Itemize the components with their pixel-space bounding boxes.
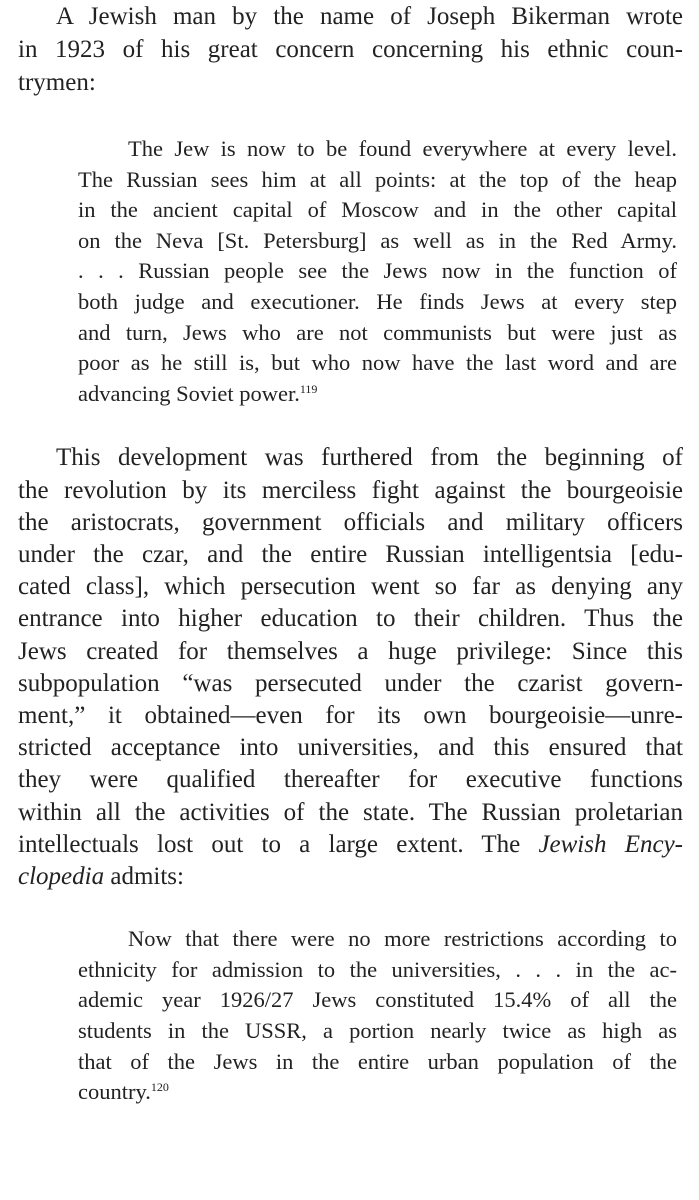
footnote-marker: 120 xyxy=(150,1080,169,1095)
text-line: they were qualified thereafter for executive functions xyxy=(18,766,683,794)
body-paragraph xyxy=(18,442,683,893)
text-line: cated class], which persecution went so far as denying any xyxy=(18,573,683,601)
quote-line: that of the Jews in the entire urban population of the xyxy=(78,1048,677,1074)
quote-line xyxy=(78,379,677,410)
text-line: stricted acceptance into universities, and this ensured that xyxy=(18,734,683,762)
quote-line: poor as he still is, but who now have the last word and are xyxy=(78,350,677,376)
text-line: the revolution by its merciless fight against the bourgeoisie xyxy=(18,476,683,504)
block-quote-bikerman xyxy=(78,134,677,409)
text-line: under the czar, and the entire Russian intelligentsia [edu- xyxy=(18,540,683,568)
text-line: subpopulation “was persecuted under the czarist govern- xyxy=(18,669,683,697)
text-run: admits: xyxy=(104,862,184,890)
text-line: A Jewish man by the name of Joseph Bikerman wrote xyxy=(56,3,683,30)
quote-line: students in the USSR, a portion nearly twice as high as xyxy=(78,1017,677,1043)
text-line: entrance into higher education to their children. Thus the xyxy=(18,605,683,633)
text-line: within all the activities of the state. The Russian proletarian xyxy=(18,798,683,826)
quote-line: ademic year 1926/27 Jews constituted 15.4% of all the xyxy=(78,987,677,1013)
quote-line: ethnicity for admission to the universities, . . . in the ac- xyxy=(78,956,677,982)
quote-line: . . . Russian people see the Jews now in the function of xyxy=(78,258,677,284)
text-line: ment,” it obtained—even for its own bourgeoisie—unre- xyxy=(18,701,683,729)
text-line: the aristocrats, government officials and military officers xyxy=(18,508,683,536)
book-title-italic: clopedia xyxy=(18,862,105,890)
quote-last-text: advancing Soviet power. xyxy=(78,380,300,406)
quote-last-text: country. xyxy=(78,1079,151,1105)
text-run: intellectuals lost out to a large extent. The xyxy=(18,830,539,858)
text-line xyxy=(18,861,683,893)
text-line: Jews created for themselves a huge privilege: Since this xyxy=(18,637,683,665)
text-line: trymen: xyxy=(18,69,96,96)
intro-paragraph xyxy=(18,0,683,99)
quote-line: and turn, Jews who are not communists but were just as xyxy=(78,319,677,345)
text-line xyxy=(18,829,683,861)
quote-line: Now that there were no more restrictions according to xyxy=(128,926,677,952)
quote-line xyxy=(78,1077,677,1108)
footnote-marker: 119 xyxy=(299,381,318,396)
text-line: This development was furthered from the beginning of xyxy=(56,444,683,472)
book-title-italic: Jewish Ency- xyxy=(538,830,683,858)
quote-line: both judge and executioner. He finds Jews at every step xyxy=(78,288,677,314)
quote-line: on the Neva [St. Petersburg] as well as in the Red Army. xyxy=(78,227,677,253)
block-quote-encyclopedia xyxy=(78,924,677,1108)
text-line: in 1923 of his great concern concerning his ethnic coun- xyxy=(18,36,683,63)
quote-line: The Russian sees him at all points: at the top of the heap xyxy=(78,166,677,192)
quote-line: in the ancient capital of Moscow and in the other capital xyxy=(78,197,677,223)
quote-line: The Jew is now to be found everywhere at every level. xyxy=(128,136,677,161)
